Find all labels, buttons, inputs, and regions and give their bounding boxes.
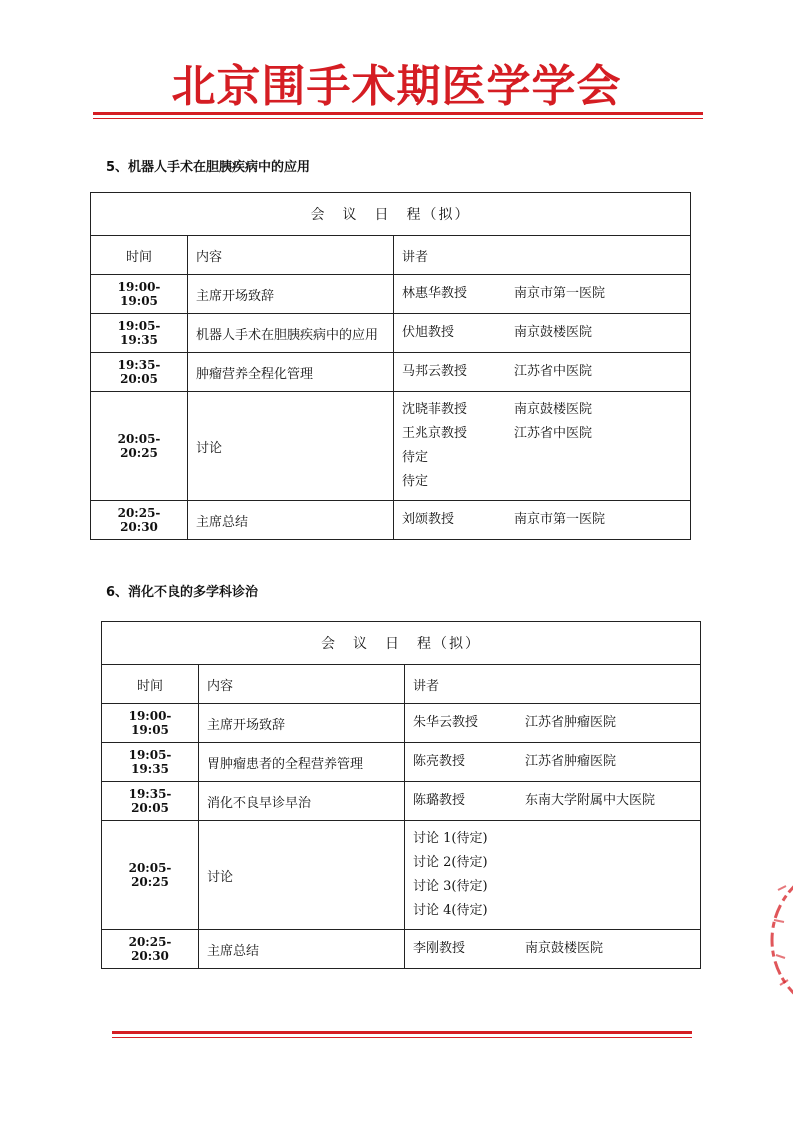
- speaker-name: 陈亮教授: [413, 754, 466, 769]
- footer-rule-thin: [112, 1037, 692, 1038]
- speaker-name: 王兆京教授: [402, 426, 468, 441]
- speaker-cell: [405, 704, 701, 743]
- schedule-table: [90, 192, 691, 540]
- time-cell: 20:25-20:30: [102, 930, 199, 969]
- speaker-name: 伏旭教授: [402, 325, 455, 340]
- speaker-cell: [394, 392, 691, 501]
- speaker-cell: [394, 353, 691, 392]
- header-rule-thick: [93, 112, 703, 115]
- page-title: 北京围手术期医学学会: [171, 61, 622, 112]
- section-title: 6、消化不良的多学科诊治: [106, 585, 259, 600]
- time-cell: 19:05-19:35: [91, 314, 188, 353]
- speaker-name: 马邦云教授: [402, 364, 468, 379]
- speaker-org: 江苏省肿瘤医院: [525, 754, 617, 769]
- speaker-name: 讨论 1(待定): [413, 831, 488, 846]
- speaker-name: 朱华云教授: [413, 715, 479, 730]
- content-cell: 肿瘤营养全程化管理: [188, 353, 394, 392]
- content-cell: 主席总结: [188, 501, 394, 540]
- speaker-cell: [394, 501, 691, 540]
- speaker-org: 江苏省中医院: [514, 364, 593, 379]
- content-cell: 消化不良早诊早治: [199, 782, 405, 821]
- table-caption: 会 议 日 程（拟）: [102, 622, 701, 665]
- speaker-cell: [405, 743, 701, 782]
- table-row: [91, 392, 691, 501]
- table-row: [102, 821, 701, 930]
- content-cell: 主席开场致辞: [188, 275, 394, 314]
- speaker-org: 南京市第一医院: [514, 286, 606, 301]
- speaker-name: 待定: [402, 450, 429, 465]
- speaker-org: 东南大学附属中大医院: [525, 793, 656, 808]
- time-cell: 20:05-20:25: [102, 821, 199, 930]
- table-row: [102, 704, 701, 743]
- speaker-org: 南京鼓楼医院: [514, 402, 593, 417]
- table-caption: 会 议 日 程（拟）: [91, 193, 691, 236]
- speaker-org: 江苏省中医院: [514, 426, 593, 441]
- speaker-org: 南京鼓楼医院: [514, 325, 593, 340]
- table-row: [91, 353, 691, 392]
- speaker-cell: [405, 782, 701, 821]
- speaker-name: 刘颂教授: [402, 512, 455, 527]
- speaker-org: 南京市第一医院: [514, 512, 606, 527]
- content-cell: 机器人手术在胆胰疾病中的应用: [188, 314, 394, 353]
- table-row: [102, 743, 701, 782]
- time-cell: 19:00-19:05: [102, 704, 199, 743]
- speaker-name: 讨论 4(待定): [413, 903, 488, 918]
- schedule-table: [101, 621, 701, 969]
- time-cell: 19:35-20:05: [102, 782, 199, 821]
- column-header-content: 内容: [188, 236, 394, 275]
- content-cell: 主席总结: [199, 930, 405, 969]
- speaker-name: 讨论 2(待定): [413, 855, 488, 870]
- footer-rule-thick: [112, 1031, 692, 1034]
- time-cell: 19:35-20:05: [91, 353, 188, 392]
- column-header-speaker: 讲者: [394, 236, 691, 275]
- header-rule-thin: [93, 118, 703, 119]
- table-row: [91, 501, 691, 540]
- table-row: [91, 275, 691, 314]
- time-cell: 19:00-19:05: [91, 275, 188, 314]
- speaker-org: 南京鼓楼医院: [525, 941, 604, 956]
- content-cell: 胃肿瘤患者的全程营养管理: [199, 743, 405, 782]
- column-header-speaker: 讲者: [405, 665, 701, 704]
- column-header-content: 内容: [199, 665, 405, 704]
- content-cell: 主席开场致辞: [199, 704, 405, 743]
- column-header-time: 时间: [91, 236, 188, 275]
- speaker-name: 林惠华教授: [402, 286, 468, 301]
- table-row: [102, 930, 701, 969]
- table-row: [91, 314, 691, 353]
- content-cell: 讨论: [199, 821, 405, 930]
- speaker-name: 李刚教授: [413, 941, 466, 956]
- column-header-time: 时间: [102, 665, 199, 704]
- speaker-name: 沈晓菲教授: [402, 402, 468, 417]
- content-cell: 讨论: [188, 392, 394, 501]
- speaker-name: 陈璐教授: [413, 793, 466, 808]
- speaker-cell: [405, 821, 701, 930]
- speaker-name: 讨论 3(待定): [413, 879, 488, 894]
- section-title: 5、机器人手术在胆胰疾病中的应用: [106, 160, 311, 175]
- speaker-org: 江苏省肿瘤医院: [525, 715, 617, 730]
- table-row: [102, 782, 701, 821]
- time-cell: 19:05-19:35: [102, 743, 199, 782]
- speaker-cell: [405, 930, 701, 969]
- speaker-cell: [394, 314, 691, 353]
- time-cell: 20:25-20:30: [91, 501, 188, 540]
- speaker-cell: [394, 275, 691, 314]
- speaker-name: 待定: [402, 474, 429, 489]
- seal-stamp-icon: [768, 860, 793, 1020]
- time-cell: 20:05-20:25: [91, 392, 188, 501]
